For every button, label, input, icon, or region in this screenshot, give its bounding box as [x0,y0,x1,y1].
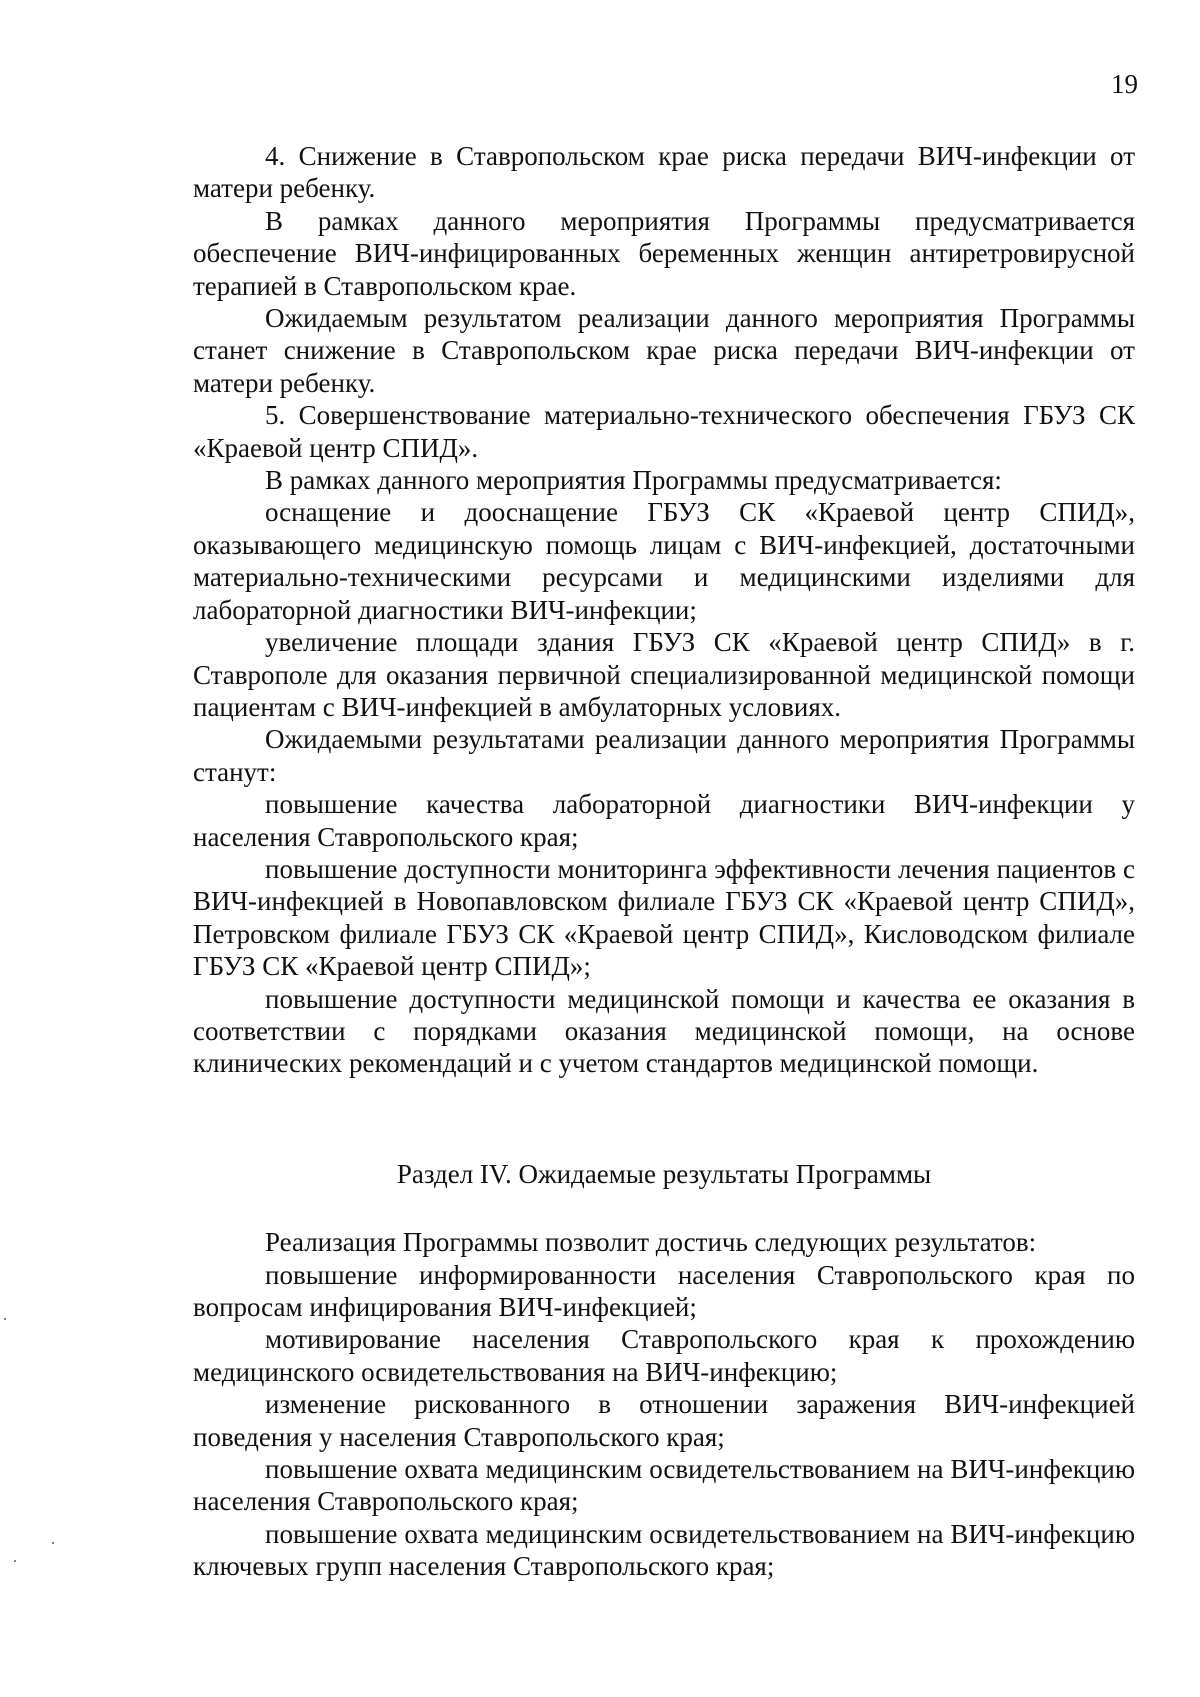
paragraph: оснащение и дооснащение ГБУЗ СК «Краевой центр СПИД», оказывающего медицинскую помощь лицам с ВИЧ-инфекцией, достаточными материально-техническими ресурсами и медицинскими изделиями для лабораторной диагностики ВИЧ-инфекции; [193,497,1135,625]
paragraph: повышение качества лабораторной диагностики ВИЧ-инфекции у населения Ставропольского края; [193,789,1135,852]
page-body [193,140,1135,1583]
paragraph: В рамках данного мероприятия Программы предусматривается: [265,465,1002,496]
paragraph: повышение доступности медицинской помощи и качества ее оказания в соответствии с порядками оказания медицинской помощи, на основе клинических рекомендаций и с учетом стандартов медицинской помощи. [193,983,1135,1079]
paragraph: увеличение площади здания ГБУЗ СК «Краевой центр СПИД» в г. Ставрополе для оказания первичной специализированной медицинской помощи пациентам с ВИЧ-инфекцией в амбулаторных условиях. [193,627,1135,722]
scan-speck [4,1318,6,1320]
paragraph: изменение рискованного в отношении заражения ВИЧ-инфекцией поведения у населения Ставропольского края; [193,1389,1135,1452]
scan-speck [14,1560,16,1562]
paragraph: Реализация Программы позволит достичь следующих результатов: [265,1227,1037,1258]
paragraph: Ожидаемым результатом реализации данного мероприятия Программы станет снижение в Ставропольском крае риска передачи ВИЧ-инфекции от матери ребенку. [193,303,1135,398]
paragraph: повышение доступности мониторинга эффективности лечения пациентов с ВИЧ-инфекцией в Новопавловском филиале ГБУЗ СК «Краевой центр СПИД», Петровском филиале ГБУЗ СК «Краевой центр СПИД», Кисловодском филиале ГБУЗ СК «Краевой центр СПИД»; [193,853,1135,982]
paragraph: повышение охвата медицинским освидетельствованием на ВИЧ-инфекцию ключевых групп населения Ставропольского края; [193,1518,1135,1582]
paragraph: В рамках данного мероприятия Программы предусматривается обеспечение ВИЧ-инфицированных беременных женщин антиретровирусной терапией в Ставропольском крае. [193,205,1135,301]
paragraph: повышение информированности населения Ставропольского края по вопросам инфицирования ВИЧ-инфекцией; [193,1259,1135,1322]
paragraph-item-4-heading: 4. Снижение в Ставропольском крае риска передачи ВИЧ-инфекции от матери ребенку. [193,141,1135,204]
paragraph: Ожидаемыми результатами реализации данного мероприятия Программы станут: [193,724,1135,787]
scan-speck [52,1542,54,1544]
section-heading: Раздел IV. Ожидаемые результаты Программы [396,1158,932,1189]
paragraph: мотивирование населения Ставропольского края к прохождению медицинского освидетельствования на ВИЧ-инфекцию; [193,1324,1135,1387]
page-number: 19 [1111,69,1138,99]
paragraph-item-5-heading: 5. Совершенствование материально-технического обеспечения ГБУЗ СК «Краевой центр СПИД». [193,400,1135,463]
paragraph: повышение охвата медицинским освидетельствованием на ВИЧ-инфекцию населения Ставропольского края; [193,1454,1135,1517]
